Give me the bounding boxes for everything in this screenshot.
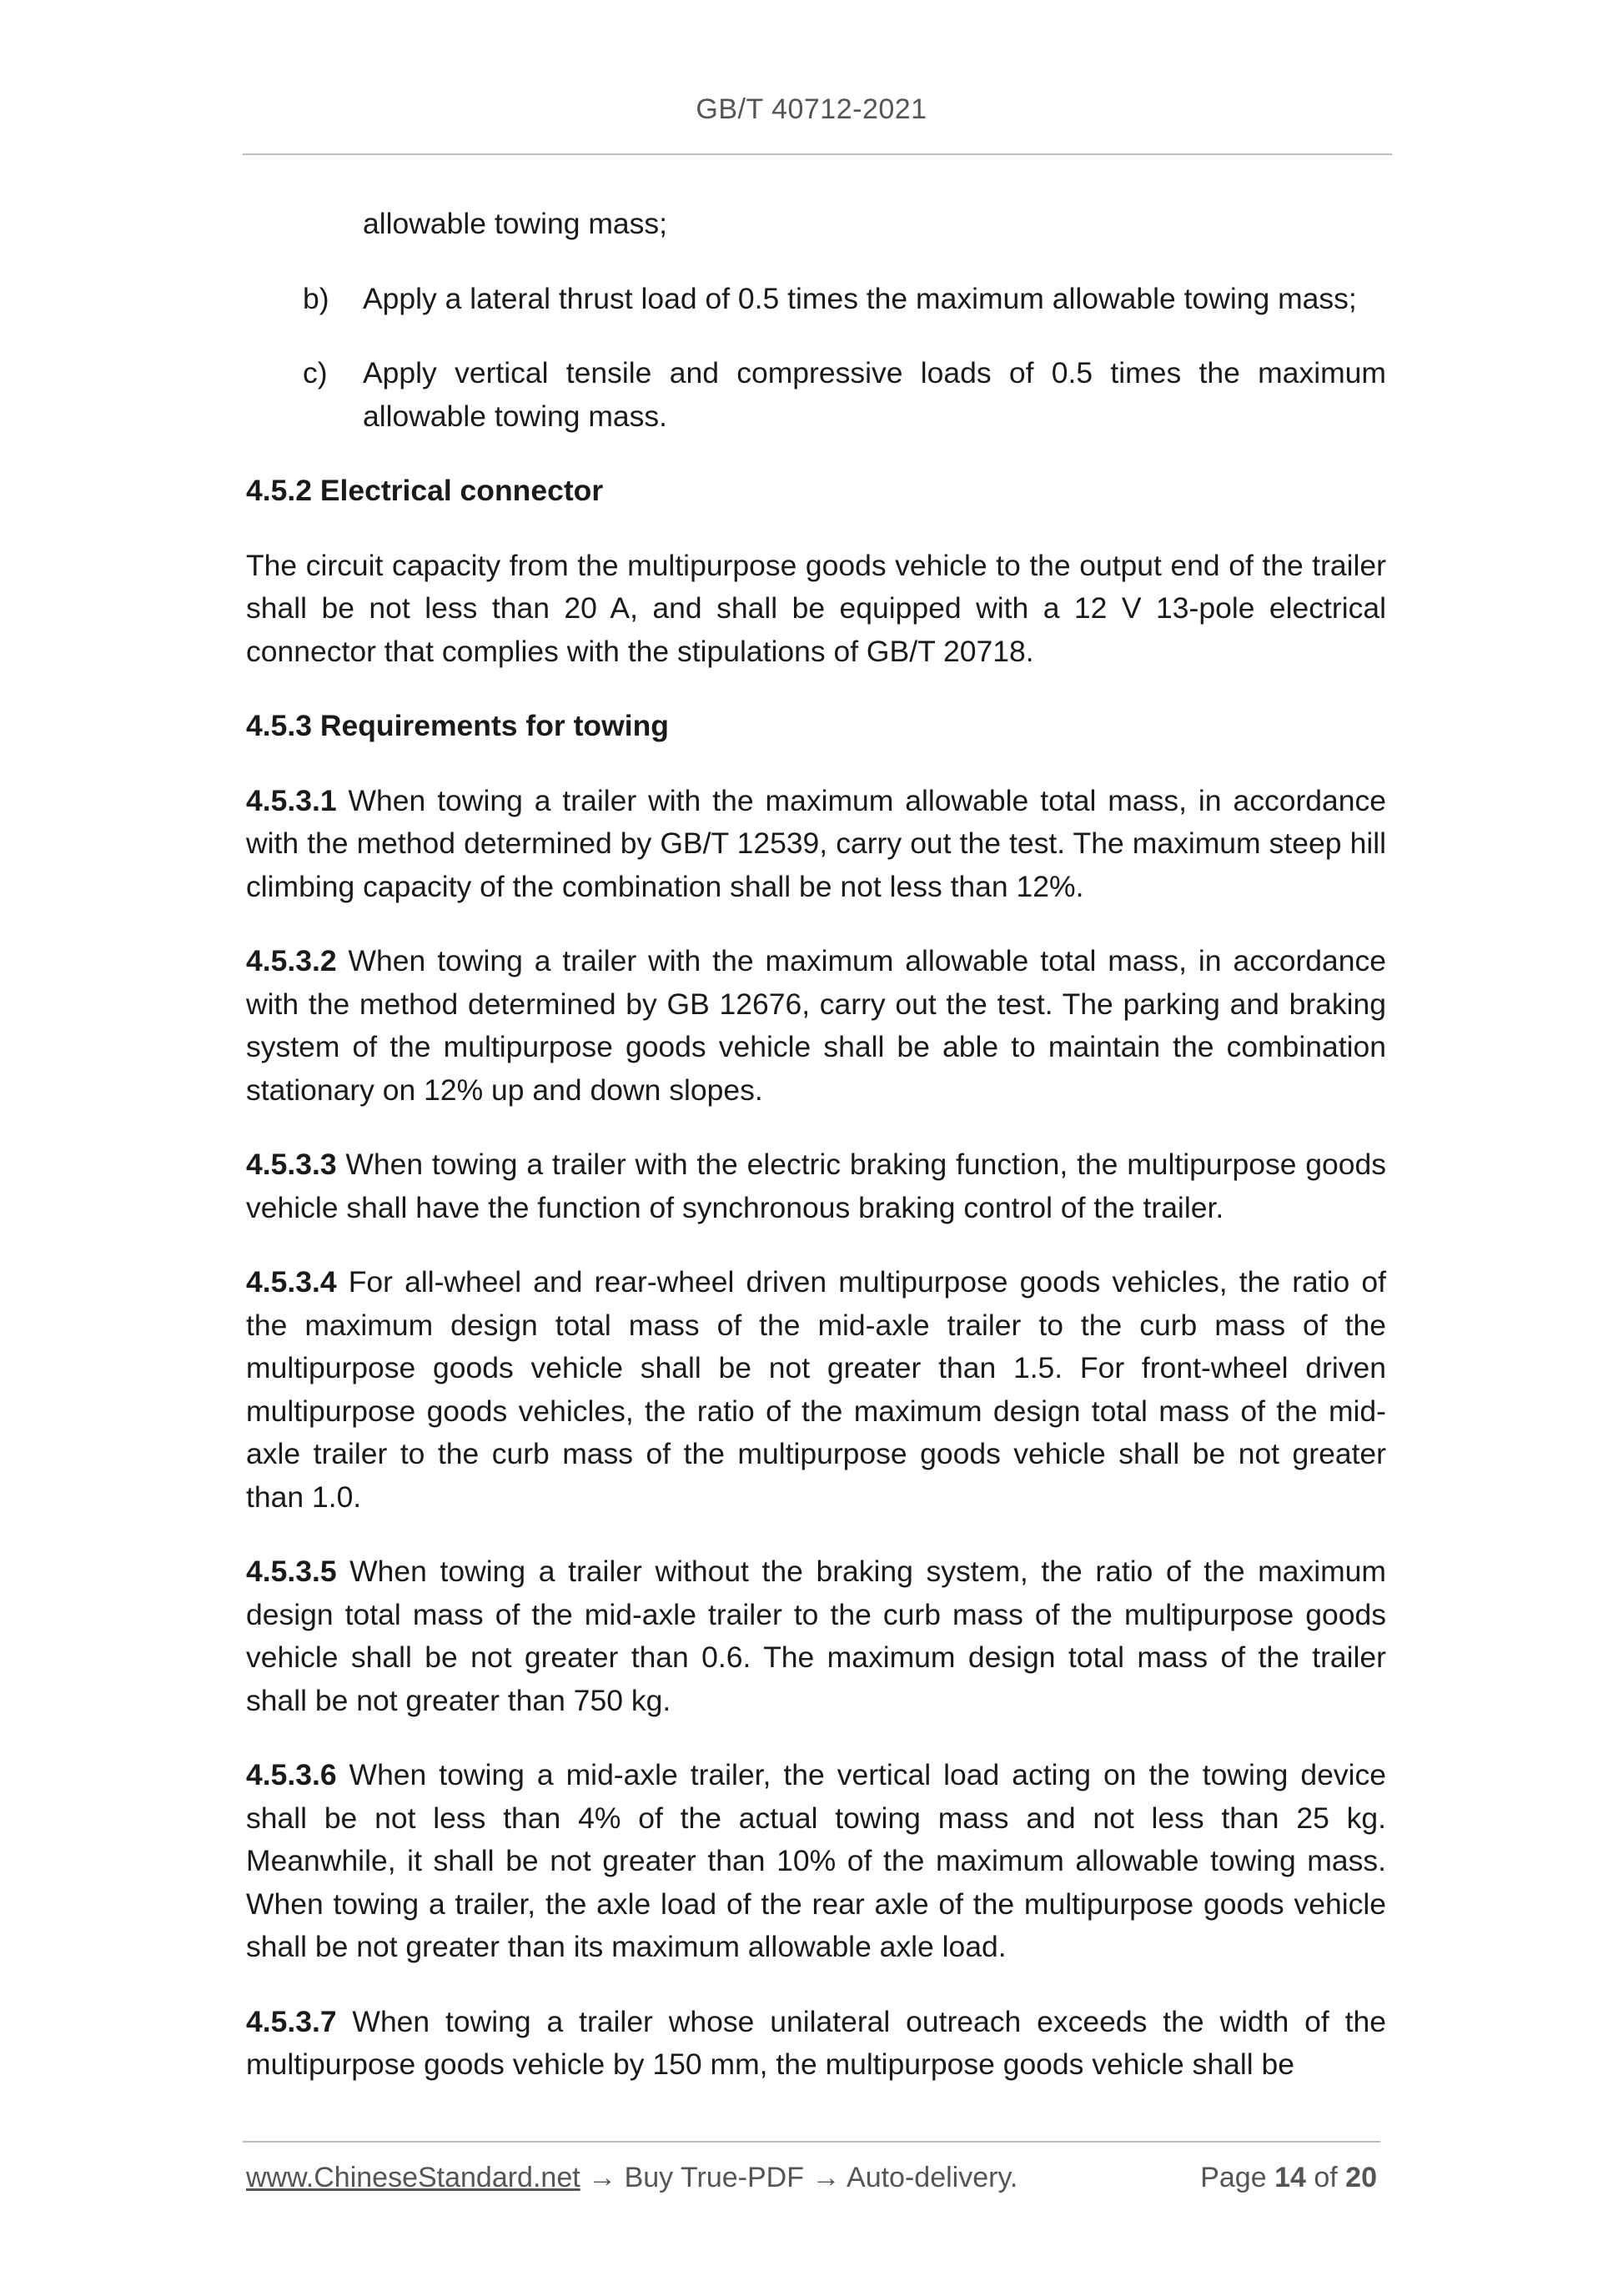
list-item-a-continuation: allowable towing mass; xyxy=(363,207,668,240)
list-marker-b: b) xyxy=(303,281,329,315)
section-heading-4-5-2: 4.5.2 Electrical connector xyxy=(246,474,604,507)
list-item-c-text: Apply vertical tensile and compressive loads of 0.5 times the maximum allowable towing mass. xyxy=(363,356,1386,433)
arrow-right-icon: → xyxy=(588,2162,617,2193)
paragraph-4-5-2: The circuit capacity from the multipurpose goods vehicle to the output end of the trailer shall be not less than 20 A, and shall be equipped with a 12 V 13-pole electrical connector that complies with the stipulations of GB/T 20718. xyxy=(246,548,1386,668)
buy-true-pdf-text: Buy True-PDF xyxy=(624,2162,804,2193)
clause-text: When towing a trailer whose unilateral outreach exceeds the width of the multipurpose goods vehicle by 150 mm, the multipurpose goods vehicle shall be xyxy=(246,2004,1386,2081)
clause-number: 4.5.3.3 xyxy=(246,1148,337,1181)
arrow-right-icon: → xyxy=(812,2162,841,2193)
document-header-title: GB/T 40712-2021 xyxy=(696,93,927,125)
document-body xyxy=(246,203,1386,2087)
clause-text: When towing a trailer with the maximum allowable total mass, in accordance with the method determined by GB/T 12539, carry out the test. The maximum steep hill climbing capacity of the combination shall be not less than 12%. xyxy=(246,783,1386,903)
clause-text: When towing a trailer with the electric braking function, the multipurpose goods vehicle shall have the function of synchronous braking control of the trailer. xyxy=(246,1148,1386,1224)
list-marker-c: c) xyxy=(303,356,328,389)
clause-text: When towing a trailer without the braking system, the ratio of the maximum design total mass of the mid-axle trailer to the curb mass of the multipurpose goods vehicle shall be not greater than 0.6. The maximum design total mass of the trailer shall be not greater than 750 kg. xyxy=(246,1555,1386,1717)
clause-text: When towing a mid-axle trailer, the vertical load acting on the towing device shall be not less than 4% of the actual towing mass and not less than 25 kg. Meanwhile, it shall be not greater than 10% of the maximum allowable towing mass. When towing a trailer, the axle load of the rear axle of the multipurpose goods vehicle shall be not greater than its maximum allowable axle load. xyxy=(246,1758,1386,1963)
page-indicator xyxy=(1200,2162,1377,2194)
page-footer xyxy=(246,2162,1377,2203)
clause-4-5-3-4 xyxy=(246,1261,1386,1519)
clause-4-5-3-7 xyxy=(246,2001,1386,2087)
current-page-number: 14 xyxy=(1274,2162,1306,2193)
list-item-c xyxy=(246,352,1386,438)
clause-4-5-3-3 xyxy=(246,1143,1386,1229)
clause-number: 4.5.3.1 xyxy=(246,783,337,817)
list-item-b xyxy=(246,278,1386,321)
clause-text: When towing a trailer with the maximum allowable total mass, in accordance with the method determined by GB 12676, carry out the test. The parking and braking system of the multipurpose goods vehicle shall be able to maintain the combination stationary on 12% up and down slopes. xyxy=(246,944,1386,1107)
of-label: of xyxy=(1314,2162,1338,2193)
clause-text: For all-wheel and rear-wheel driven multipurpose goods vehicles, the ratio of the maximum design total mass of the mid-axle trailer to the curb mass of the multipurpose goods vehicle shall be not greater than 1.5. For front-wheel driven multipurpose goods vehicles, the ratio of the maximum design total mass of the mid-axle trailer to the curb mass of the multipurpose goods vehicle shall be not greater than 1.0. xyxy=(246,1265,1386,1514)
clause-4-5-3-2 xyxy=(246,940,1386,1112)
clause-4-5-3-6 xyxy=(246,1754,1386,1969)
clause-number: 4.5.3.7 xyxy=(246,2004,337,2038)
clause-4-5-3-1 xyxy=(246,780,1386,909)
auto-delivery-text: Auto-delivery. xyxy=(847,2162,1018,2193)
list-item-b-text: Apply a lateral thrust load of 0.5 times the maximum allowable towing mass; xyxy=(363,281,1357,315)
website-link[interactable]: www.ChineseStandard.net xyxy=(246,2162,580,2193)
clause-number: 4.5.3.5 xyxy=(246,1555,337,1588)
footer-divider xyxy=(243,2141,1380,2143)
clause-number: 4.5.3.6 xyxy=(246,1758,337,1791)
total-page-count: 20 xyxy=(1345,2162,1377,2193)
section-heading-4-5-3: 4.5.3 Requirements for towing xyxy=(246,709,669,742)
clause-4-5-3-5 xyxy=(246,1550,1386,1722)
page-label: Page xyxy=(1200,2162,1267,2193)
header-divider xyxy=(243,153,1392,155)
footer-promo xyxy=(246,2162,1018,2194)
clause-number: 4.5.3.4 xyxy=(246,1265,337,1299)
clause-number: 4.5.3.2 xyxy=(246,944,337,977)
